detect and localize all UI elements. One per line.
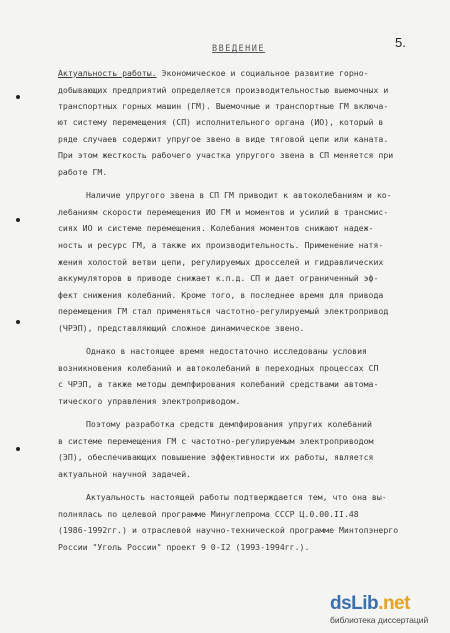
text-line [86, 190, 392, 200]
line-text: ют систему перемещения (СП) исполнительного органа (ИО), который в [58, 117, 384, 127]
text-line [58, 117, 383, 127]
text-line [86, 419, 372, 429]
text-line [58, 273, 378, 283]
dslib-subtitle: библиотека диссертаций [330, 615, 429, 625]
line-text: При этом жесткость рабочего участка упругого звена в СП меняется при [58, 150, 394, 160]
line-text: добывающих предприятий определяется производительностью выемочных и [58, 85, 389, 95]
text-line [58, 290, 383, 300]
line-text: сиях ИО и системе перемещения. Колебания моментов снижают надеж- [58, 223, 374, 233]
line-text: ность и ресурс ГМ, а также их производительность. Применение натя- [58, 240, 384, 250]
text-line [58, 223, 373, 233]
line-text: актуальной научной задачей. [58, 469, 192, 479]
dslib-logo: dsLib.net [330, 593, 410, 614]
text-line [58, 525, 398, 535]
text-line [58, 396, 240, 406]
line-text: (1986-1992гг.) и отраслевой научно-технической программе Минтопэнерго [58, 525, 399, 535]
text-line [86, 492, 387, 502]
line-text: фект снижения колебаний. Кроме того, в последнее время для привода [58, 290, 384, 300]
text-line [58, 323, 304, 333]
line-text: лебаниям скорости перемещения ИО ГМ и моментов и усилий в трансмис- [58, 207, 389, 217]
text-line [58, 469, 191, 479]
text-line [58, 257, 383, 267]
binding-hole-2 [16, 218, 20, 222]
line-text: тического управления электроприводом. [58, 396, 241, 406]
line-text: в системе перемещения ГМ с частотно-регулируемым электроприводом [58, 436, 374, 446]
line-text: (ЭП), обеспечивающих повышение эффективности их работы, является [58, 452, 374, 462]
text-line [58, 379, 378, 389]
dslib-watermark[interactable] [330, 593, 442, 627]
line-text: России "Уголь России" проект 9 0-I2 (1993-1994гг.). [58, 542, 310, 552]
text-line [58, 240, 383, 250]
section-heading: ВВЕДЕНИЕ [212, 44, 265, 54]
line-text: (ЧРЭП), представляющий сложное динамическое звено. [58, 323, 305, 333]
page-number: 5. [395, 35, 406, 50]
line-text: транспортных горных машин (ГМ). Выемочные и транспортные ГМ включа- [58, 101, 389, 111]
line-text: возникновения колебаний и автоколебаний в переходных процессах СП [58, 363, 379, 373]
line-text: перемещения ГМ стал применяться частотно-регулируемый электропривод [58, 306, 389, 316]
line-text: полнялась по целевой программе Минуглепрома СССР Ц.0.00.II.48 [58, 509, 359, 519]
text-line [58, 134, 388, 144]
line-text: Наличие упругого звена в СП ГМ приводит к автоколебаниям и ко- [86, 190, 392, 200]
text-line [58, 542, 309, 552]
line-text: жения холостой ветви цепи, регулируемых дросселей и гидравлических [58, 257, 384, 267]
text-line [58, 101, 388, 111]
text-line [58, 150, 393, 160]
lead-phrase: Актуальность работы. [58, 68, 157, 78]
text-line [58, 509, 359, 519]
binding-hole-4 [16, 447, 20, 451]
line-text: Экономическое и социальное развитие горно- [156, 68, 369, 78]
line-text: Актуальность настоящей работы подтверждается тем, что она вы- [86, 492, 387, 502]
line-text: аккумуляторов в приводе снижает к.п.д. СП и дает ограниченный эф- [58, 273, 379, 283]
text-line [86, 346, 367, 356]
text-line [58, 207, 388, 217]
binding-hole-1 [16, 95, 20, 99]
line-text: Поэтому разработка средств демпфирования упругих колебаний [86, 419, 372, 429]
text-line [58, 452, 373, 462]
text-line [58, 68, 369, 78]
line-text: ряде случаев содержит упругое звено в виде тяговой цепи или каната. [58, 134, 389, 144]
line-text: с ЧРЭП, а также методы демпфирования колебаний средствами автома- [58, 379, 379, 389]
text-line [58, 363, 378, 373]
text-line [58, 85, 388, 95]
text-line [58, 436, 373, 446]
text-line [58, 306, 388, 316]
line-text: Однако в настоящее время недостаточно исследованы условия [86, 346, 367, 356]
text-line [58, 167, 107, 177]
line-text: работе ГМ. [58, 167, 108, 177]
binding-hole-3 [16, 320, 20, 324]
